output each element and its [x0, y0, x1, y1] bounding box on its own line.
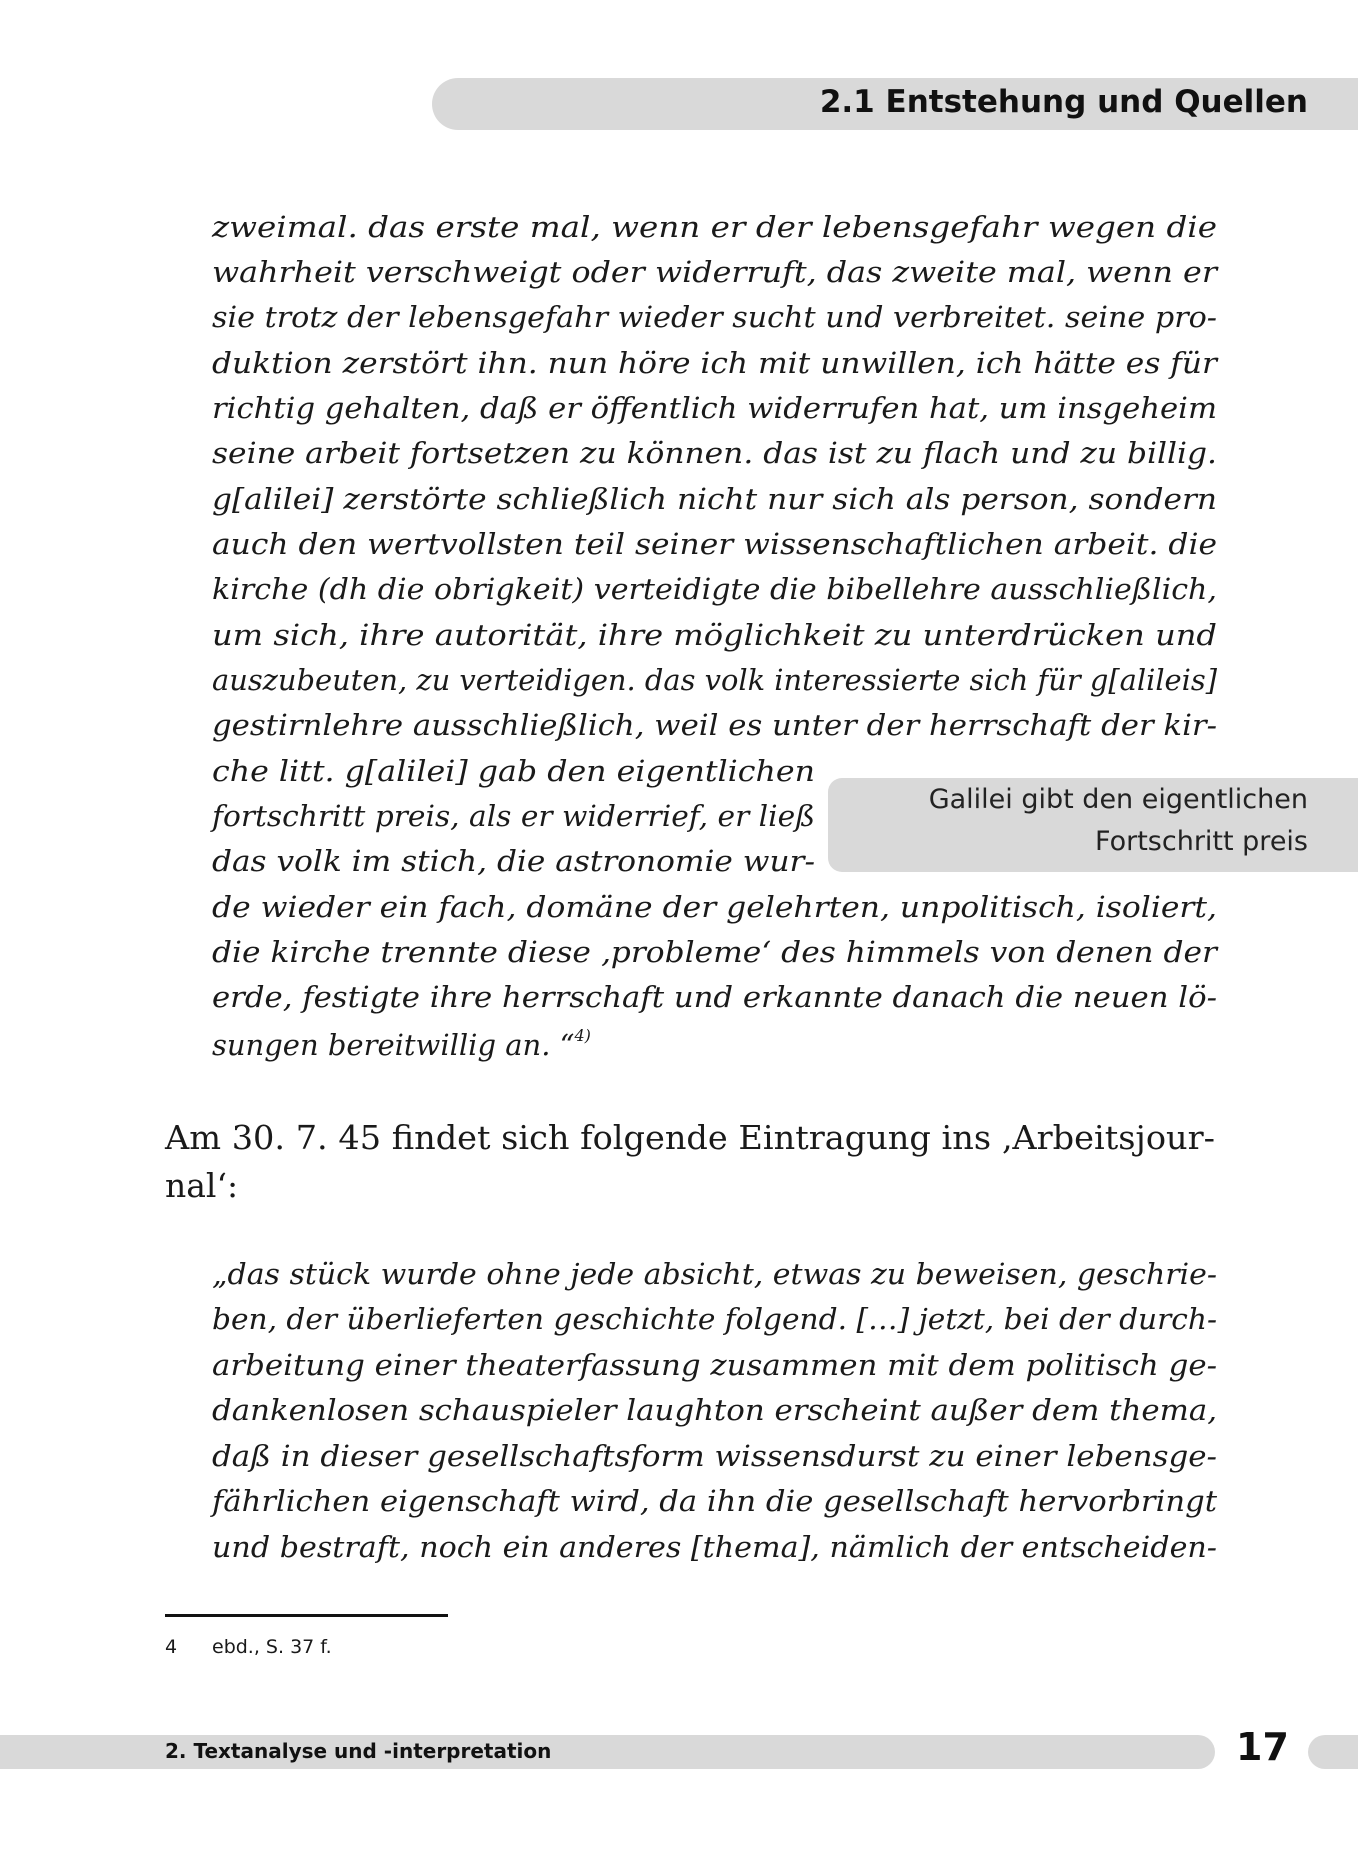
quote-line: fortschritt preis, als er widerrief, er ließ — [212, 799, 815, 833]
quote-line: zweimal. das erste mal, wenn er der lebensgefahr wegen die — [212, 210, 1217, 244]
footer-bar-right — [1308, 1735, 1358, 1769]
quote-line: „das stück wurde ohne jede absicht, etwas zu beweisen, geschrie- — [212, 1257, 1217, 1291]
footnote-rule — [165, 1614, 448, 1617]
quote-line: sie trotz der lebensgefahr wieder sucht und verbreitet. seine pro- — [212, 300, 1217, 334]
quote-line: richtig gehalten, daß er öffentlich widerrufen hat, um insgeheim — [212, 391, 1217, 425]
quote-line: dankenlosen schauspieler laughton erscheint außer dem thema, — [212, 1393, 1217, 1427]
margin-note-line: Fortschritt preis — [1095, 826, 1308, 857]
quote-line: die kirche trennte diese ‚probleme‘ des himmels von denen der — [212, 935, 1217, 969]
quote-line: auszubeuten, zu verteidigen. das volk interessierte sich für g[alileis] — [212, 663, 1217, 697]
quote-line: das volk im stich, die astronomie wur- — [212, 844, 815, 878]
quote-line: de wieder ein fach, domäne der gelehrten, unpolitisch, isoliert, — [212, 890, 1217, 924]
quote-line: g[alilei] zerstörte schließlich nicht nur sich als person, sondern — [212, 482, 1217, 516]
body-line: nal‘: — [165, 1166, 239, 1205]
footnote-text: ebd., S. 37 f. — [212, 1636, 332, 1658]
quote-line: arbeitung einer theaterfassung zusammen mit dem politisch ge- — [212, 1348, 1217, 1382]
quote-line: erde, festigte ihre herrschaft und erkannte danach die neuen lö- — [212, 980, 1217, 1014]
quote-line-last — [212, 1026, 591, 1062]
quote-line: um sich, ihre autorität, ihre möglichkeit zu unterdrücken und — [212, 618, 1217, 652]
page-number: 17 — [1236, 1725, 1289, 1769]
quote-line: fährlichen eigenschaft wird, da ihn die gesellschaft hervorbringt — [212, 1484, 1217, 1518]
quote-line: auch den wertvollsten teil seiner wissenschaftlichen arbeit. die — [212, 527, 1217, 561]
footnote-ref: 4) — [574, 1026, 591, 1045]
quote-line: wahrheit verschweigt oder widerruft, das zweite mal, wenn er — [212, 255, 1217, 289]
quote-line: duktion zerstört ihn. nun höre ich mit unwillen, ich hätte es für — [212, 346, 1217, 380]
quote-line: seine arbeit fortsetzen zu können. das ist zu flach und zu billig. — [212, 436, 1217, 470]
quote-line: che litt. g[alilei] gab den eigentlichen — [212, 754, 815, 788]
quote-text: sungen bereitwillig an. “ — [212, 1028, 575, 1062]
margin-note-line: Galilei gibt den eigentlichen — [928, 784, 1308, 815]
quote-line: kirche (dh die obrigkeit) verteidigte die bibellehre ausschließlich, — [212, 572, 1217, 606]
footnote-number: 4 — [165, 1636, 178, 1658]
quote-line: daß in dieser gesellschaftsform wissensdurst zu einer lebensge- — [212, 1439, 1217, 1473]
quote-line: gestirnlehre ausschließlich, weil es unter der herrschaft der kir- — [212, 708, 1217, 742]
body-line: Am 30. 7. 45 findet sich folgende Eintragung ins ‚Arbeitsjour- — [165, 1118, 1215, 1157]
section-title: 2.1 Entstehung und Quellen — [819, 84, 1308, 120]
footer-section-label: 2. Textanalyse und -interpretation — [165, 1739, 552, 1763]
quote-line: ben, der überlieferten geschichte folgend. […] jetzt, bei der durch- — [212, 1302, 1217, 1336]
quote-line: und bestraft, noch ein anderes [thema], nämlich der entscheiden- — [212, 1530, 1217, 1564]
